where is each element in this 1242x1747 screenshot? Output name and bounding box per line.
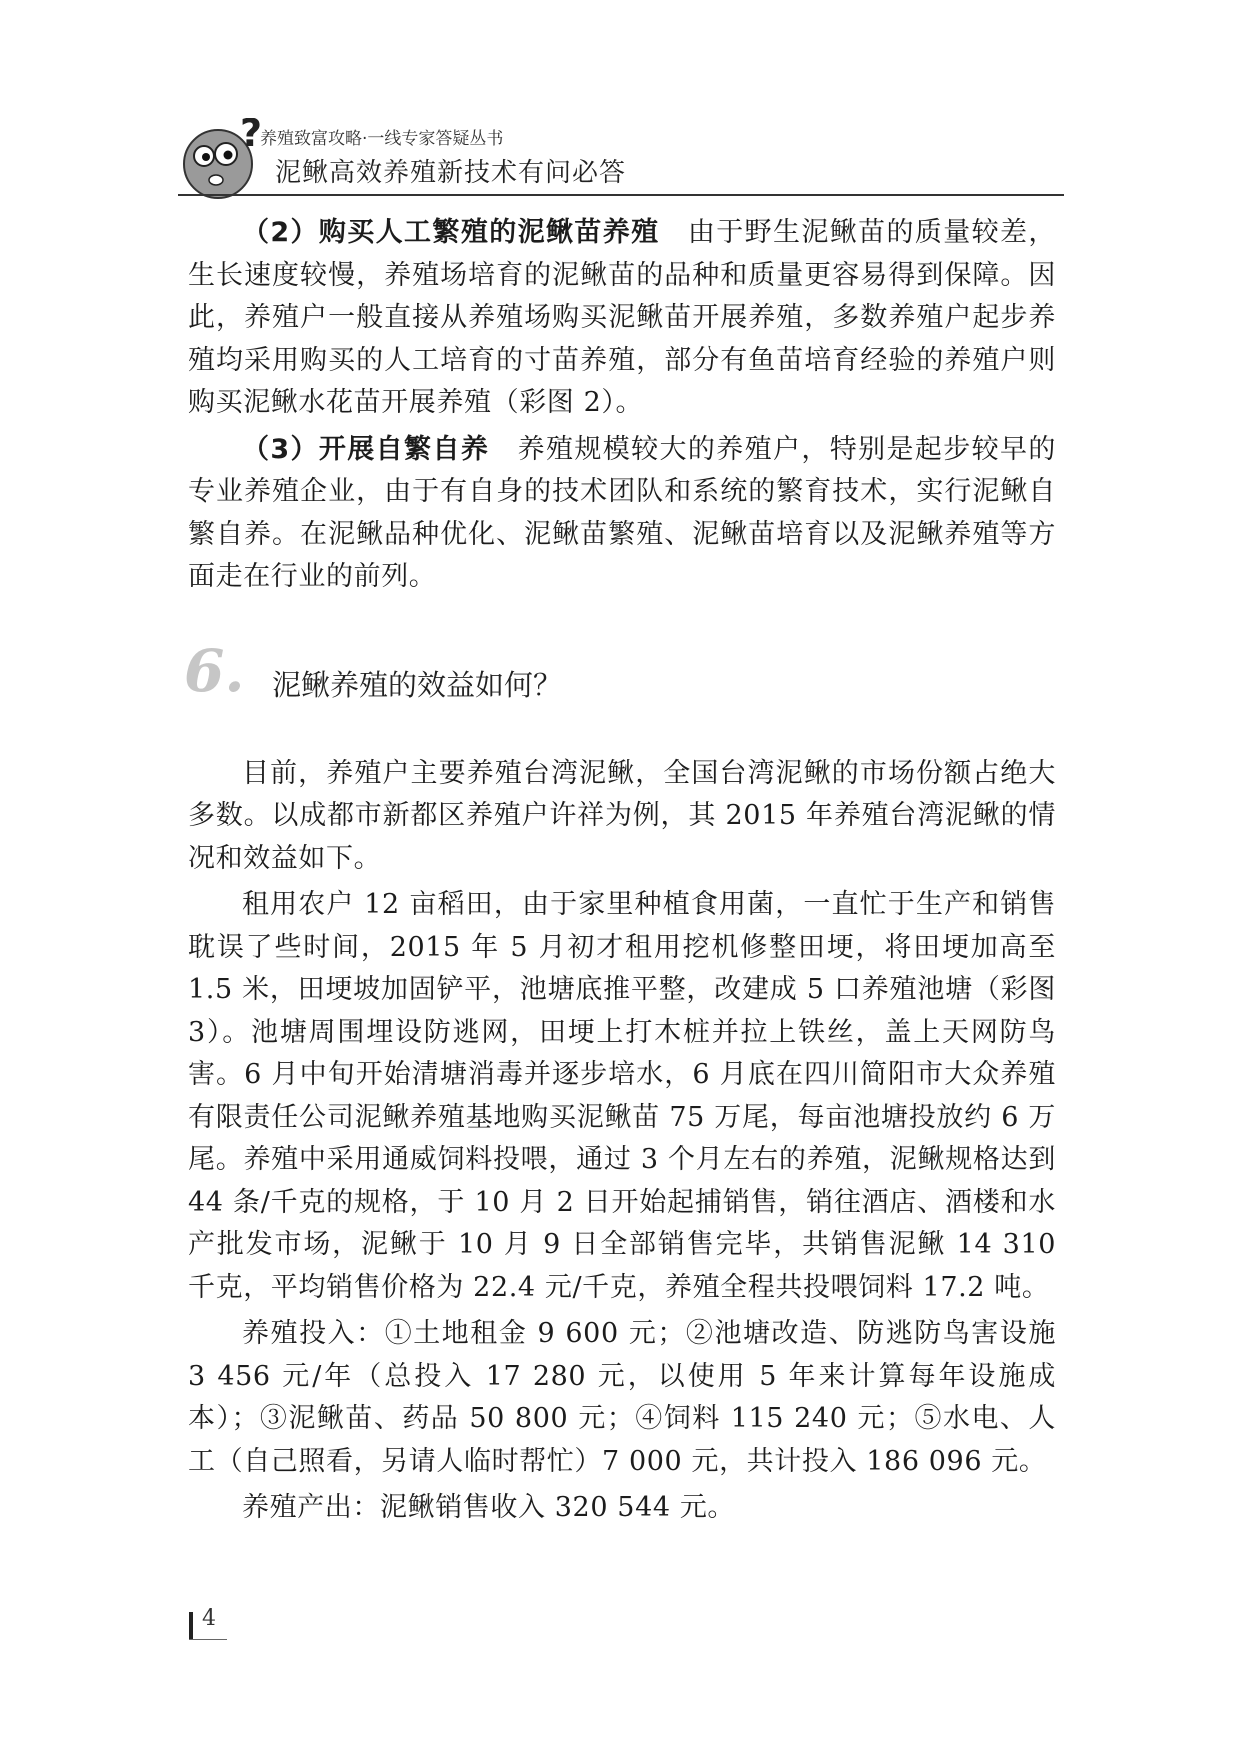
- paragraph-text: 由于野生泥鳅苗的质量较差，生长速度较慢，养殖场培育的泥鳅苗的品种和质量更容易得到保障。因此，养殖户一般直接从养殖场购买泥鳅苗开展养殖，多数养殖户起步养殖均采用购买的人工培育的寸苗养殖，部分有鱼苗培育经验的养殖户则购买泥鳅水花苗开展养殖（彩图 2）。: [188, 217, 1056, 418]
- page-number-mark: [189, 1612, 193, 1640]
- page-number: 4: [202, 1606, 216, 1631]
- section-heading: [184, 633, 1056, 753]
- paragraph-self-breeding: [188, 429, 1056, 599]
- subheading-self-breeding: （3）开展自繁自养: [242, 433, 490, 465]
- paragraph-inputs: 养殖投入：①土地租金 9 600 元；②池塘改造、防逃防鸟害设施 3 456 元/年（总投入 17 280 元，以使用 5 年来计算每年设施成本）；③泥鳅苗、药品 50 800 元；④饲料 115 240 元；⑤水电、人工（自己照看，另请人临时帮忙）7 000 元，共计投入 186 096 元。: [188, 1318, 1056, 1477]
- section-title: 泥鳅养殖的效益如何？: [272, 667, 563, 702]
- series-title: 养殖致富攻略·一线专家答疑丛书: [260, 129, 504, 149]
- paragraph-text: 养殖规模较大的养殖户，特别是起步较早的专业养殖企业，由于有自身的技术团队和系统的繁育技术，实行泥鳅自繁自养。在泥鳅品种优化、泥鳅苗繁殖、泥鳅苗培育以及泥鳅养殖等方面走在行业的前列。: [188, 433, 1057, 592]
- paragraph-output: 养殖产出：泥鳅销售收入 320 544 元。: [242, 1492, 736, 1523]
- mascot-logo-icon: [180, 118, 266, 204]
- paragraph-intro: 目前，养殖户主要养殖台湾泥鳅，全国台湾泥鳅的市场份额占绝大多数。以成都市新都区养殖户许祥为例，其 2015 年养殖台湾泥鳅的情况和效益如下。: [188, 757, 1056, 874]
- paragraph-purchase-fry: [188, 212, 1056, 425]
- section-number: 6.: [184, 636, 245, 705]
- page-number-rule: [189, 1639, 227, 1640]
- page-body: [184, 212, 1057, 1530]
- book-title: 泥鳅高效养殖新技术有问必答: [275, 158, 627, 188]
- paragraph-case: 租用农户 12 亩稻田，由于家里种植食用菌，一直忙于生产和销售耽误了些时间，2015 年 5 月初才租用挖机修整田埂，将田埂加高至 1.5 米，田埂坡加固铲平，池塘底推平整，改建成 5 口养殖池塘（彩图 3）。池塘周围埋设防逃网，田埂上打木桩并拉上铁丝，盖上天网防鸟害。6 月中旬开始清塘消毒并逐步培水，6 月底在四川简阳市大众养殖有限责任公司泥鳅养殖基地购买泥鳅苗 75 万尾，每亩池塘投放约 6 万尾。养殖中采用通威饲料投喂，通过 3 个月左右的养殖，泥鳅规格达到 44 条/千克的规格，于 10 月 2 日开始起捕销售，销往酒店、酒楼和水产批发市场，泥鳅于 10 月 9 日全部销售完毕，共销售泥鳅 14 310 千克，平均销售价格为 22.4 元/千克，养殖全程共投喂饲料 17.2 吨。: [188, 889, 1056, 1303]
- subheading-purchase-fry: （2）购买人工繁殖的泥鳅苗养殖: [242, 217, 660, 248]
- header-divider: [178, 194, 1064, 196]
- svg-text:?: ?: [240, 118, 263, 155]
